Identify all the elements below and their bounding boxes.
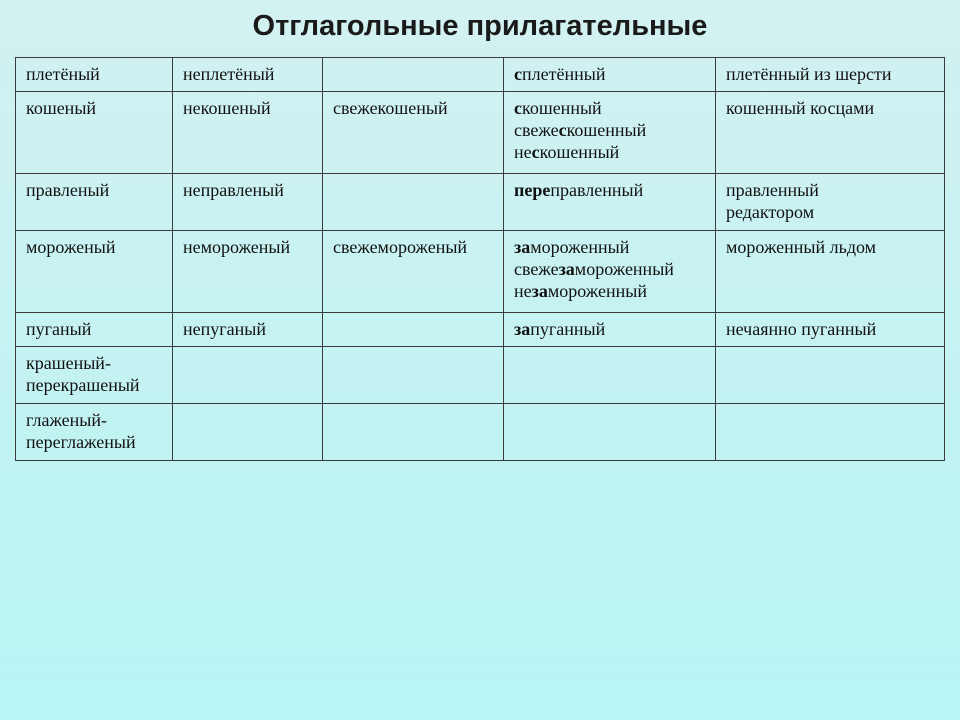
table-cell [323, 404, 504, 461]
word-part: правленный [726, 180, 819, 200]
word-part: непуганый [183, 319, 266, 339]
table-cell [16, 313, 173, 347]
cell-line [26, 352, 163, 374]
word-part: мороженный [530, 237, 630, 257]
word-part: немороженый [183, 237, 291, 257]
word-part: пуганый [26, 319, 92, 339]
table-row [16, 58, 945, 92]
table-cell [323, 174, 504, 231]
bold-prefix: с [558, 120, 567, 140]
table-cell [504, 58, 716, 92]
bold-prefix: за [558, 259, 575, 279]
word-part: крашеный- [26, 353, 111, 373]
table-cell [173, 313, 323, 347]
cell-line [26, 374, 163, 396]
table-row [16, 92, 945, 174]
word-part: мороженный [547, 281, 647, 301]
word-part: перекрашеный [26, 375, 140, 395]
word-part: нечаянно пуганный [726, 319, 877, 339]
cell-line [726, 63, 935, 85]
word-part: свежемороженый [333, 237, 468, 257]
cell-line [514, 97, 706, 119]
word-part: правленый [26, 180, 110, 200]
table-cell [716, 58, 945, 92]
table-row [16, 313, 945, 347]
word-part: кошенный [566, 120, 647, 140]
word-part: мороженный [574, 259, 674, 279]
cell-line [726, 318, 935, 340]
word-part: свеже [514, 259, 559, 279]
table-cell [16, 92, 173, 174]
table-cell [504, 404, 716, 461]
table-cell [173, 231, 323, 313]
slide-title: Отглагольные прилагательные [252, 10, 708, 42]
word-part: неправленый [183, 180, 284, 200]
table-cell [323, 92, 504, 174]
word-part: кошенный [522, 98, 602, 118]
bold-prefix: пере [514, 180, 551, 200]
cell-line [26, 409, 163, 431]
word-part: неплетёный [183, 64, 275, 84]
word-part: мороженый [26, 237, 116, 257]
table-cell [716, 174, 945, 231]
cell-line [26, 63, 163, 85]
cell-line [183, 318, 313, 340]
table-cell [16, 58, 173, 92]
cell-line [183, 179, 313, 201]
word-part: кошеный [26, 98, 97, 118]
cell-line [333, 236, 494, 258]
table-cell [173, 347, 323, 404]
cell-line [26, 236, 163, 258]
cell-line [514, 280, 706, 302]
table-row [16, 404, 945, 461]
cell-line [183, 236, 313, 258]
cell-line [26, 431, 163, 453]
cell-line [26, 179, 163, 201]
word-part: не [514, 281, 532, 301]
cell-line [183, 63, 313, 85]
cell-line [726, 201, 935, 223]
word-part: свеже [514, 120, 559, 140]
cell-line [726, 179, 935, 201]
word-part: пуганный [530, 319, 606, 339]
bold-prefix: с [514, 98, 522, 118]
word-part: плетёный [26, 64, 100, 84]
table-cell [504, 313, 716, 347]
word-part: мороженный льдом [726, 237, 877, 257]
cell-line [514, 141, 706, 163]
table-cell [323, 58, 504, 92]
table-cell [173, 174, 323, 231]
cell-line [514, 236, 706, 258]
adjectives-table [15, 57, 945, 461]
table-row [16, 231, 945, 313]
word-part: не [514, 142, 532, 162]
table-cell [504, 174, 716, 231]
bold-prefix: с [531, 142, 540, 162]
table-body [16, 58, 945, 461]
table-cell [716, 313, 945, 347]
table-cell [173, 58, 323, 92]
cell-line [514, 119, 706, 141]
table-cell [16, 174, 173, 231]
word-part: свежекошеный [333, 98, 448, 118]
word-part: переглаженый [26, 432, 136, 452]
cell-line [26, 318, 163, 340]
cell-line [26, 97, 163, 119]
word-part: правленный [550, 180, 644, 200]
table-cell [323, 313, 504, 347]
cell-line [514, 63, 706, 85]
table-cell [716, 347, 945, 404]
table-cell [716, 92, 945, 174]
table-cell [16, 404, 173, 461]
cell-line [726, 236, 935, 258]
bold-prefix: с [514, 64, 522, 84]
cell-line [514, 318, 706, 340]
table-cell [504, 231, 716, 313]
word-part: плетённый из шерсти [726, 64, 892, 84]
word-part: кошенный косцами [726, 98, 875, 118]
table-cell [16, 231, 173, 313]
bold-prefix: за [514, 237, 531, 257]
word-part: редактором [726, 202, 815, 222]
word-part: глаженый- [26, 410, 107, 430]
word-part: кошенный [539, 142, 620, 162]
table-cell [504, 92, 716, 174]
table-cell [173, 92, 323, 174]
cell-line [183, 97, 313, 119]
table-row [16, 174, 945, 231]
table-cell [173, 404, 323, 461]
word-part: некошеный [183, 98, 271, 118]
cell-line [514, 179, 706, 201]
cell-line [726, 97, 935, 119]
table-cell [323, 231, 504, 313]
bold-prefix: за [531, 281, 548, 301]
table-cell [716, 404, 945, 461]
table-cell [716, 231, 945, 313]
cell-line [333, 97, 494, 119]
cell-line [514, 258, 706, 280]
table-cell [323, 347, 504, 404]
table-row [16, 347, 945, 404]
bold-prefix: за [514, 319, 531, 339]
word-part: плетённый [522, 64, 606, 84]
table-cell [16, 347, 173, 404]
table-cell [504, 347, 716, 404]
